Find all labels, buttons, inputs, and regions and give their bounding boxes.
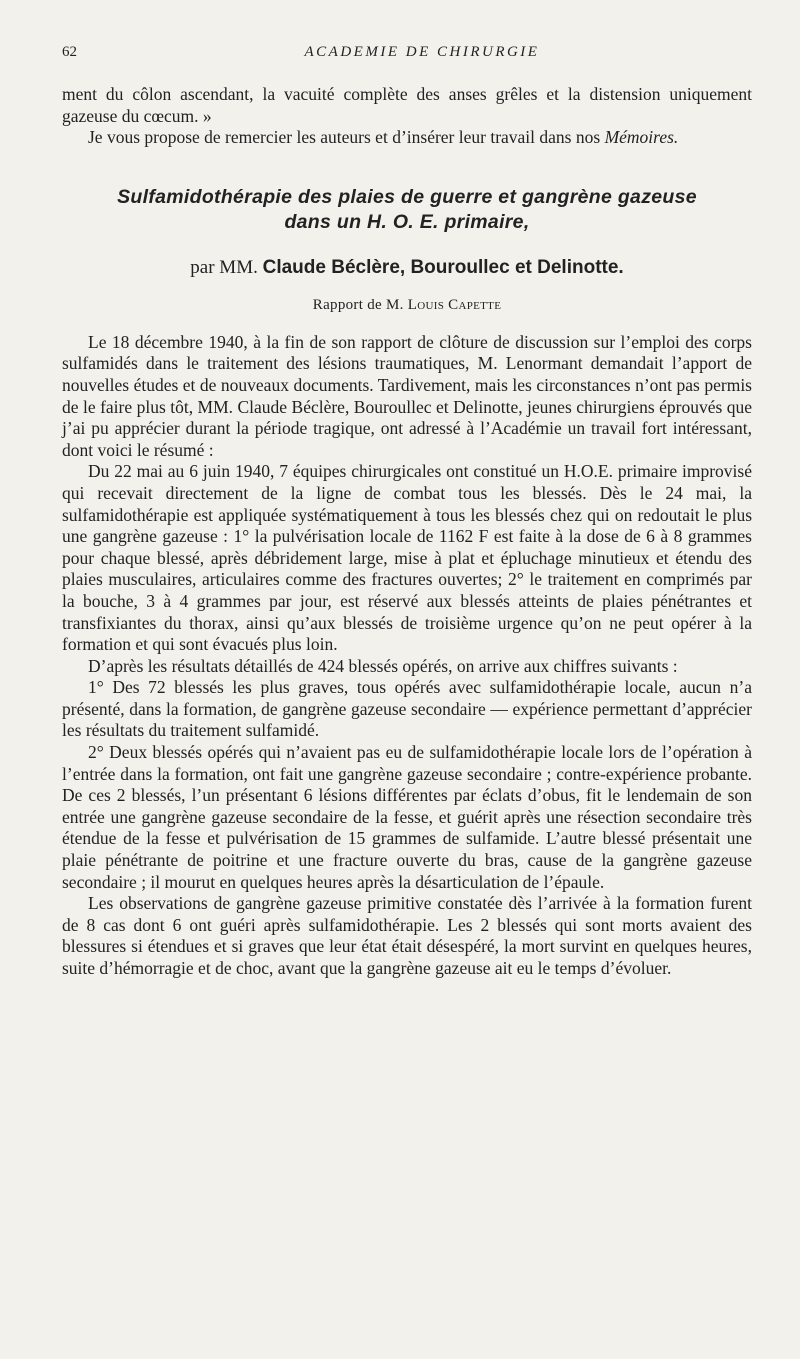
body-paragraph: Du 22 mai au 6 juin 1940, 7 équipes chirurgicales ont constitué un H.O.E. primaire improvisé qui recevait directement de la ligne de combat tous les blessés. Dès le 24 mai, la sulfamidothérapie est appliquée systématiquement à tous les blessés chez qui on redoutait le plus une gangrène gazeuse : 1° la pulvérisation locale de 1162 F est faite à la dose de 6 à 8 grammes pour chaque blessé, après débridement large, mise à plat et épluchage minutieux et étendu des plaies musculaires, articulaires comme des fractures ouvertes; 2° le traitement en comprimés par la bouche, 3 à 4 grammes par jour, est réservé aux blessés atteints de plaies pénétrantes et transfixiantes du thorax, ainsi qu’aux blessés de troisième urgence qu’on ne peut opérer à la formation et qui sont évacués plus loin. [62, 461, 752, 655]
report-name: Louis Capette [407, 296, 502, 313]
intro-paragraph-2 [62, 127, 752, 149]
intro-paragraph-1: ment du côlon ascendant, la vacuité complète des anses grêles et la distension uniquement gazeuse du cœcum. » [62, 84, 752, 126]
body-paragraph: Les observations de gangrène gazeuse primitive constatée dès l’arrivée à la formation furent de 8 cas dont 6 ont guéri après sulfamidothérapie. Les 2 blessés qui sont morts avaient des blessures si étendues et si graves que leur état était désespéré, la mort survint en quelques heures, suite d’hémorragie et de choc, avant que la gangrène gazeuse ait eu le temps d’évoluer. [62, 893, 752, 978]
article-title-line-2: dans un H. O. E. primaire, [284, 210, 530, 233]
report-line [62, 297, 752, 314]
journal-title: ACADEMIE DE CHIRURGIE [304, 44, 540, 60]
body-paragraph: 1° Des 72 blessés les plus graves, tous opérés avec sulfamidothérapie locale, aucun n’a présenté, dans la formation, de gangrène gazeuse secondaire — expérience permettant d’apprécier les résultats du traitement sulfamidé. [62, 677, 752, 741]
running-head [62, 44, 752, 84]
byline-prefix: par MM. [190, 256, 263, 278]
byline-authors: Claude Béclère, Bouroullec et Delinotte. [262, 256, 624, 278]
body-paragraph: D’après les résultats détaillés de 424 blessés opérés, on arrive aux chiffres suivants : [88, 655, 678, 676]
article-title [62, 185, 752, 235]
body-paragraph: Le 18 décembre 1940, à la fin de son rapport de clôture de discussion sur l’emploi des corps sulfamidés dans le traitement des lésions traumatiques, M. Lenormant demandait l’apport de nouvelles études et de nouveaux documents. Tardivement, mais les circonstances n’ont pas permis de le faire plus tôt, MM. Claude Béclère, Bouroullec et Delinotte, jeunes chirurgiens éprouvés que j’ai pu apprécier durant la période tragique, ont adressé à l’Académie un travail fort intéressant, dont voici le résumé : [62, 331, 752, 460]
memoires-italic: Mémoires. [604, 127, 679, 148]
page-number: 62 [62, 44, 77, 60]
body-paragraph: 2° Deux blessés opérés qui n’avaient pas eu de sulfamidothérapie locale lors de l’opération à l’entrée dans la formation, ont fait une gangrène gazeuse secondaire ; contre-expérience probante. De ces 2 blessés, l’un présentant 6 lésions différentes par éclats d’obus, fit le lendemain de son entrée une gangrène gazeuse secondaire de la fesse, et guérit après une résection secondaire très étendue de la fesse et pulvérisation de 15 grammes de sulfamide. L’autre blessé présentait une plaie pénétrante de poitrine et une fracture ouverte du bras, cause de la gangrène gazeuse secondaire ; il mourut en quelques heures après la désarticulation de l’épaule. [62, 742, 752, 892]
page [62, 0, 752, 980]
report-prefix: Rapport de M. [312, 296, 408, 313]
byline [62, 257, 752, 279]
intro-paragraph-2-text: Je vous propose de remercier les auteurs et d’insérer leur travail dans nos [88, 127, 605, 148]
article-title-line-1: Sulfamidothérapie des plaies de guerre et gangrène gazeuse [117, 185, 697, 208]
article-body [62, 332, 752, 980]
